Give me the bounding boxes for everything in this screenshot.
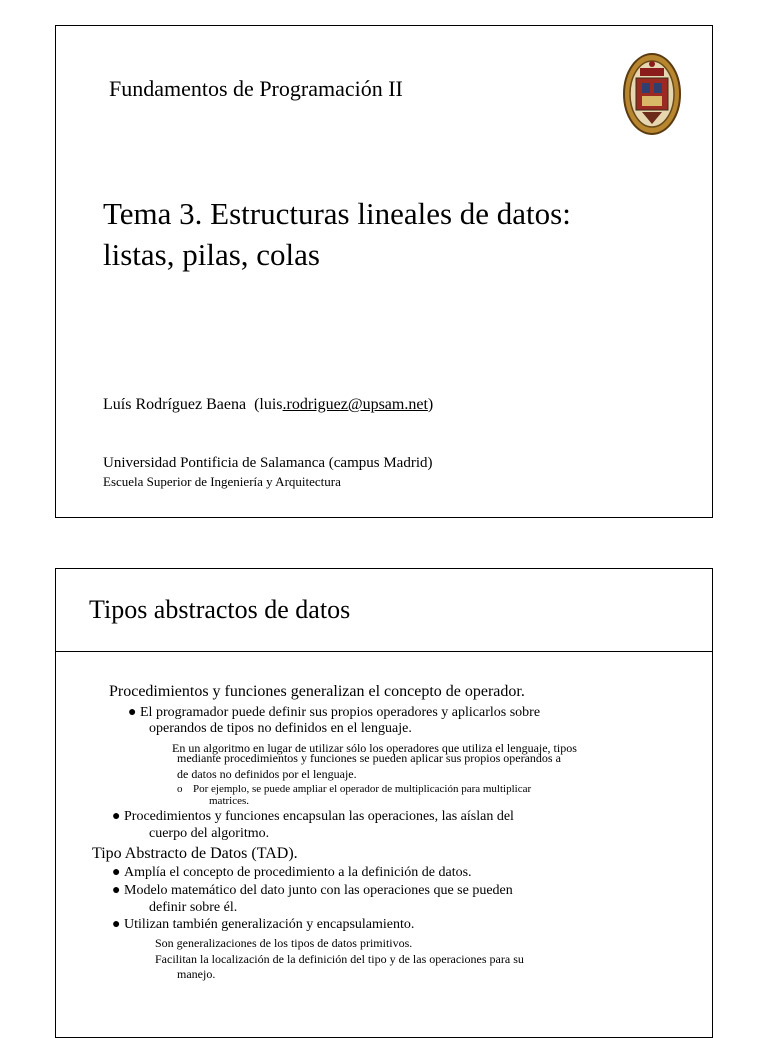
author-name: Luís Rodríguez Baena [103,396,247,413]
title-slide [55,25,713,518]
author-line [103,396,433,414]
sub-item-continuation: manejo. [177,967,216,981]
slide-title-line-2: listas, pilas, colas [103,237,320,272]
list-item-continuation: definir sobre él. [149,900,238,915]
list-item: ● Procedimientos y funciones encapsulan las operaciones, las aíslan del [112,809,514,824]
course-name: Fundamentos de Programación II [109,76,403,101]
list-item-continuation: operandos de tipos no definidos en el lenguaje. [149,721,412,736]
sub-item-continuation: de datos no definidos por el lenguaje. [177,767,357,781]
author-email-prefix: (luis [254,396,283,413]
slide-title-line-1: Tema 3. Estructuras lineales de datos: [103,196,571,231]
author-email-link[interactable]: .rodriguez@upsam.net [282,396,428,413]
list-item: ● Amplía el concepto de procedimiento a la definición de datos. [112,865,472,880]
bullet-icon: ● [128,705,137,720]
bullet-icon: ● [112,883,121,898]
bullet-icon: ● [112,809,121,824]
sub-sub-item: o Por ejemplo, se puede ampliar el operador de multiplicación para multiplicar [177,783,532,795]
content-slide [55,568,713,1038]
bullet-icon: ● [112,865,121,880]
slide-title: Tipos abstractos de datos [89,595,351,624]
list-item: ● Utilizan también generalización y encapsulamiento. [112,917,415,932]
author-email-suffix: ) [427,396,434,413]
university-name: Universidad Pontificia de Salamanca (campus Madrid) [103,455,433,471]
paragraph-tad: Tipo Abstracto de Datos (TAD). [92,845,298,862]
sub-item: En un algoritmo en lugar de utilizar sólo los operadores que utiliza el lenguaje, tipos [172,741,577,755]
bullet-icon: ● [112,917,121,932]
title-divider [56,651,712,652]
sub-sub-item-continuation: matrices. [209,795,250,807]
sub-item: Facilitan la localización de la definición del tipo y de las operaciones para su [155,952,524,966]
list-item: ● Modelo matemático del dato junto con las operaciones que se pueden [112,883,513,898]
list-item-continuation: cuerpo del algoritmo. [149,826,270,841]
paragraph-generalizan: Procedimientos y funciones generalizan el concepto de operador. [109,683,525,700]
school-name: Escuela Superior de Ingeniería y Arquitectura [103,474,341,489]
circle-bullet-icon: o [177,783,183,795]
university-crest-icon [622,52,682,136]
sub-item: Son generalizaciones de los tipos de datos primitivos. [155,936,413,950]
list-item: ● El programador puede definir sus propios operadores y aplicarlos sobre [128,705,541,720]
sub-item-continuation: mediante procedimientos y funciones se pueden aplicar sus propios operandos a [177,751,561,765]
